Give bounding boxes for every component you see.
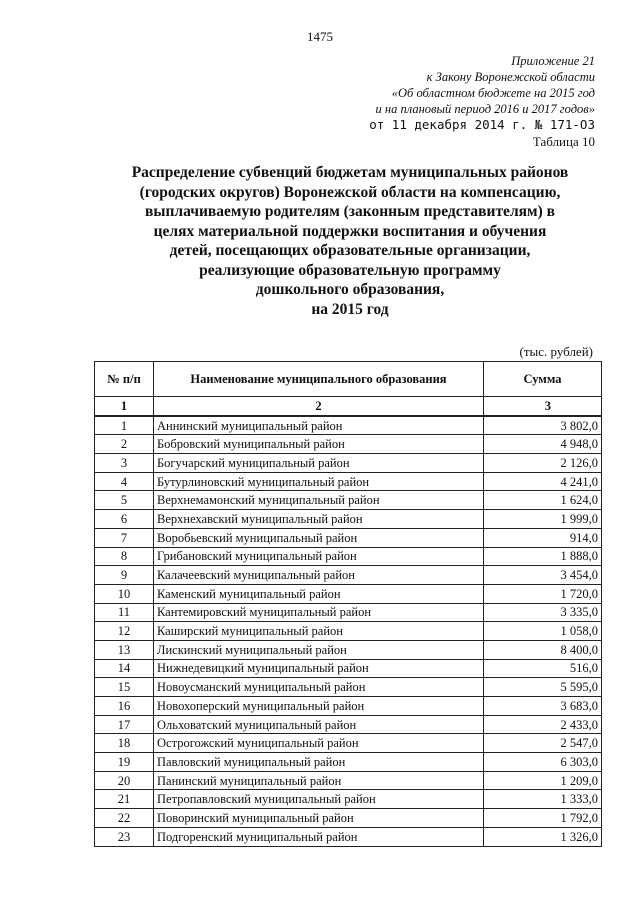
row-number: 12 — [95, 622, 154, 641]
row-amount: 516,0 — [484, 659, 602, 678]
table-row — [95, 491, 602, 510]
table-row — [95, 771, 602, 790]
row-amount: 914,0 — [484, 528, 602, 547]
row-name: Аннинский муниципальный район — [154, 416, 484, 435]
table-row — [95, 566, 602, 585]
row-name: Нижнедевицкий муниципальный район — [154, 659, 484, 678]
row-number: 5 — [95, 491, 154, 510]
row-amount: 3 454,0 — [484, 566, 602, 585]
row-number: 9 — [95, 566, 154, 585]
row-number: 3 — [95, 454, 154, 473]
column-numbers-row — [95, 397, 602, 416]
row-amount: 2 547,0 — [484, 734, 602, 753]
row-amount: 2 433,0 — [484, 715, 602, 734]
row-amount: 3 335,0 — [484, 603, 602, 622]
row-number: 15 — [95, 678, 154, 697]
row-amount: 1 999,0 — [484, 510, 602, 529]
row-number: 2 — [95, 435, 154, 454]
row-name: Калачеевский муниципальный район — [154, 566, 484, 585]
appendix-line: и на плановый период 2016 и 2017 годов» — [375, 102, 595, 116]
units-label: (тыс. рублей) — [519, 344, 593, 359]
row-number: 16 — [95, 697, 154, 716]
row-amount: 1 209,0 — [484, 771, 602, 790]
title-line: выплачиваемую родителям (законным представителям) в — [145, 203, 555, 220]
row-number: 18 — [95, 734, 154, 753]
subventions-table — [94, 361, 602, 847]
table-row — [95, 734, 602, 753]
title-line: целях материальной поддержки воспитания и обучения — [153, 222, 547, 240]
table-row — [95, 435, 602, 454]
row-number: 20 — [95, 771, 154, 790]
row-number: 7 — [95, 528, 154, 547]
row-name: Острогожский муниципальный район — [154, 734, 484, 753]
row-amount: 1 058,0 — [484, 622, 602, 641]
page-number: 1475 — [307, 29, 333, 44]
row-number: 1 — [95, 416, 154, 435]
row-number: 19 — [95, 753, 154, 772]
table-row — [95, 510, 602, 529]
row-amount: 1 888,0 — [484, 547, 602, 566]
appendix-line: «Об областном бюджете на 2015 год — [391, 86, 595, 100]
row-name: Кантемировский муниципальный район — [154, 603, 484, 622]
row-name: Грибановский муниципальный район — [154, 547, 484, 566]
table-row — [95, 622, 602, 641]
row-number: 14 — [95, 659, 154, 678]
appendix-block — [376, 53, 595, 117]
table-row — [95, 753, 602, 772]
row-name: Новоусманский муниципальный район — [154, 678, 484, 697]
row-name: Богучарский муниципальный район — [154, 454, 484, 473]
table-row — [95, 454, 602, 473]
row-number: 11 — [95, 603, 154, 622]
table-row — [95, 715, 602, 734]
table-row — [95, 790, 602, 809]
row-number: 17 — [95, 715, 154, 734]
header-amount: Сумма — [484, 362, 602, 397]
title-line: (городских округов) Воронежской области на компенсацию, — [139, 183, 561, 201]
table-row — [95, 697, 602, 716]
row-name: Павловский муниципальный район — [154, 753, 484, 772]
row-name: Новохоперский муниципальный район — [154, 697, 484, 716]
row-amount: 3 683,0 — [484, 697, 602, 716]
row-name: Панинский муниципальный район — [154, 771, 484, 790]
table-row — [95, 827, 602, 846]
table-row — [95, 528, 602, 547]
row-name: Каширский муниципальный район — [154, 622, 484, 641]
row-number: 23 — [95, 827, 154, 846]
title-line: детей, посещающих образовательные организации, — [169, 242, 531, 259]
row-amount: 2 126,0 — [484, 454, 602, 473]
row-number: 6 — [95, 510, 154, 529]
table-row — [95, 416, 602, 435]
title-line: дошкольного образования, — [255, 281, 445, 298]
table-row — [95, 659, 602, 678]
row-name: Верхнехавский муниципальный район — [154, 510, 484, 529]
law-date: от 11 декабря 2014 г. № 171-ОЗ — [369, 117, 595, 132]
column-number: 1 — [95, 397, 154, 416]
row-name: Бутурлиновский муниципальный район — [154, 472, 484, 491]
row-name: Каменский муниципальный район — [154, 584, 484, 603]
column-number: 2 — [154, 397, 484, 416]
row-name: Бобровский муниципальный район — [154, 435, 484, 454]
row-number: 10 — [95, 584, 154, 603]
table-row — [95, 472, 602, 491]
table-row — [95, 809, 602, 828]
row-number: 4 — [95, 472, 154, 491]
row-name: Воробьевский муниципальный район — [154, 528, 484, 547]
header-number: № п/п — [95, 362, 154, 397]
row-amount: 8 400,0 — [484, 640, 602, 659]
table-number: Таблица 10 — [532, 134, 595, 149]
row-amount: 1 720,0 — [484, 584, 602, 603]
row-number: 22 — [95, 809, 154, 828]
row-amount: 1 326,0 — [484, 827, 602, 846]
row-number: 13 — [95, 640, 154, 659]
document-title — [95, 163, 605, 319]
column-number: 3 — [484, 397, 602, 416]
table-body — [95, 397, 602, 847]
table-row — [95, 547, 602, 566]
row-name: Ольховатский муниципальный район — [154, 715, 484, 734]
row-name: Лискинский муниципальный район — [154, 640, 484, 659]
appendix-line: к Закону Воронежской области — [426, 70, 595, 84]
row-name: Поворинский муниципальный район — [154, 809, 484, 828]
row-number: 8 — [95, 547, 154, 566]
row-amount: 1 333,0 — [484, 790, 602, 809]
row-name: Подгоренский муниципальный район — [154, 827, 484, 846]
title-line: Распределение субвенций бюджетам муниципальных районов — [131, 164, 569, 181]
table-row — [95, 678, 602, 697]
table-row — [95, 584, 602, 603]
appendix-line: Приложение 21 — [511, 54, 595, 68]
row-amount: 1 624,0 — [484, 491, 602, 510]
row-amount: 1 792,0 — [484, 809, 602, 828]
row-amount: 4 948,0 — [484, 435, 602, 454]
title-line: реализующие образовательную программу — [199, 261, 501, 279]
row-amount: 4 241,0 — [484, 472, 602, 491]
title-line: на 2015 год — [311, 300, 389, 318]
row-name: Верхнемамонский муниципальный район — [154, 491, 484, 510]
table-row — [95, 640, 602, 659]
row-amount: 3 802,0 — [484, 416, 602, 435]
row-name: Петропавловский муниципальный район — [154, 790, 484, 809]
table-row — [95, 603, 602, 622]
table-header-row — [95, 362, 602, 397]
header-name: Наименование муниципального образования — [154, 362, 484, 397]
row-amount: 6 303,0 — [484, 753, 602, 772]
row-number: 21 — [95, 790, 154, 809]
row-amount: 5 595,0 — [484, 678, 602, 697]
